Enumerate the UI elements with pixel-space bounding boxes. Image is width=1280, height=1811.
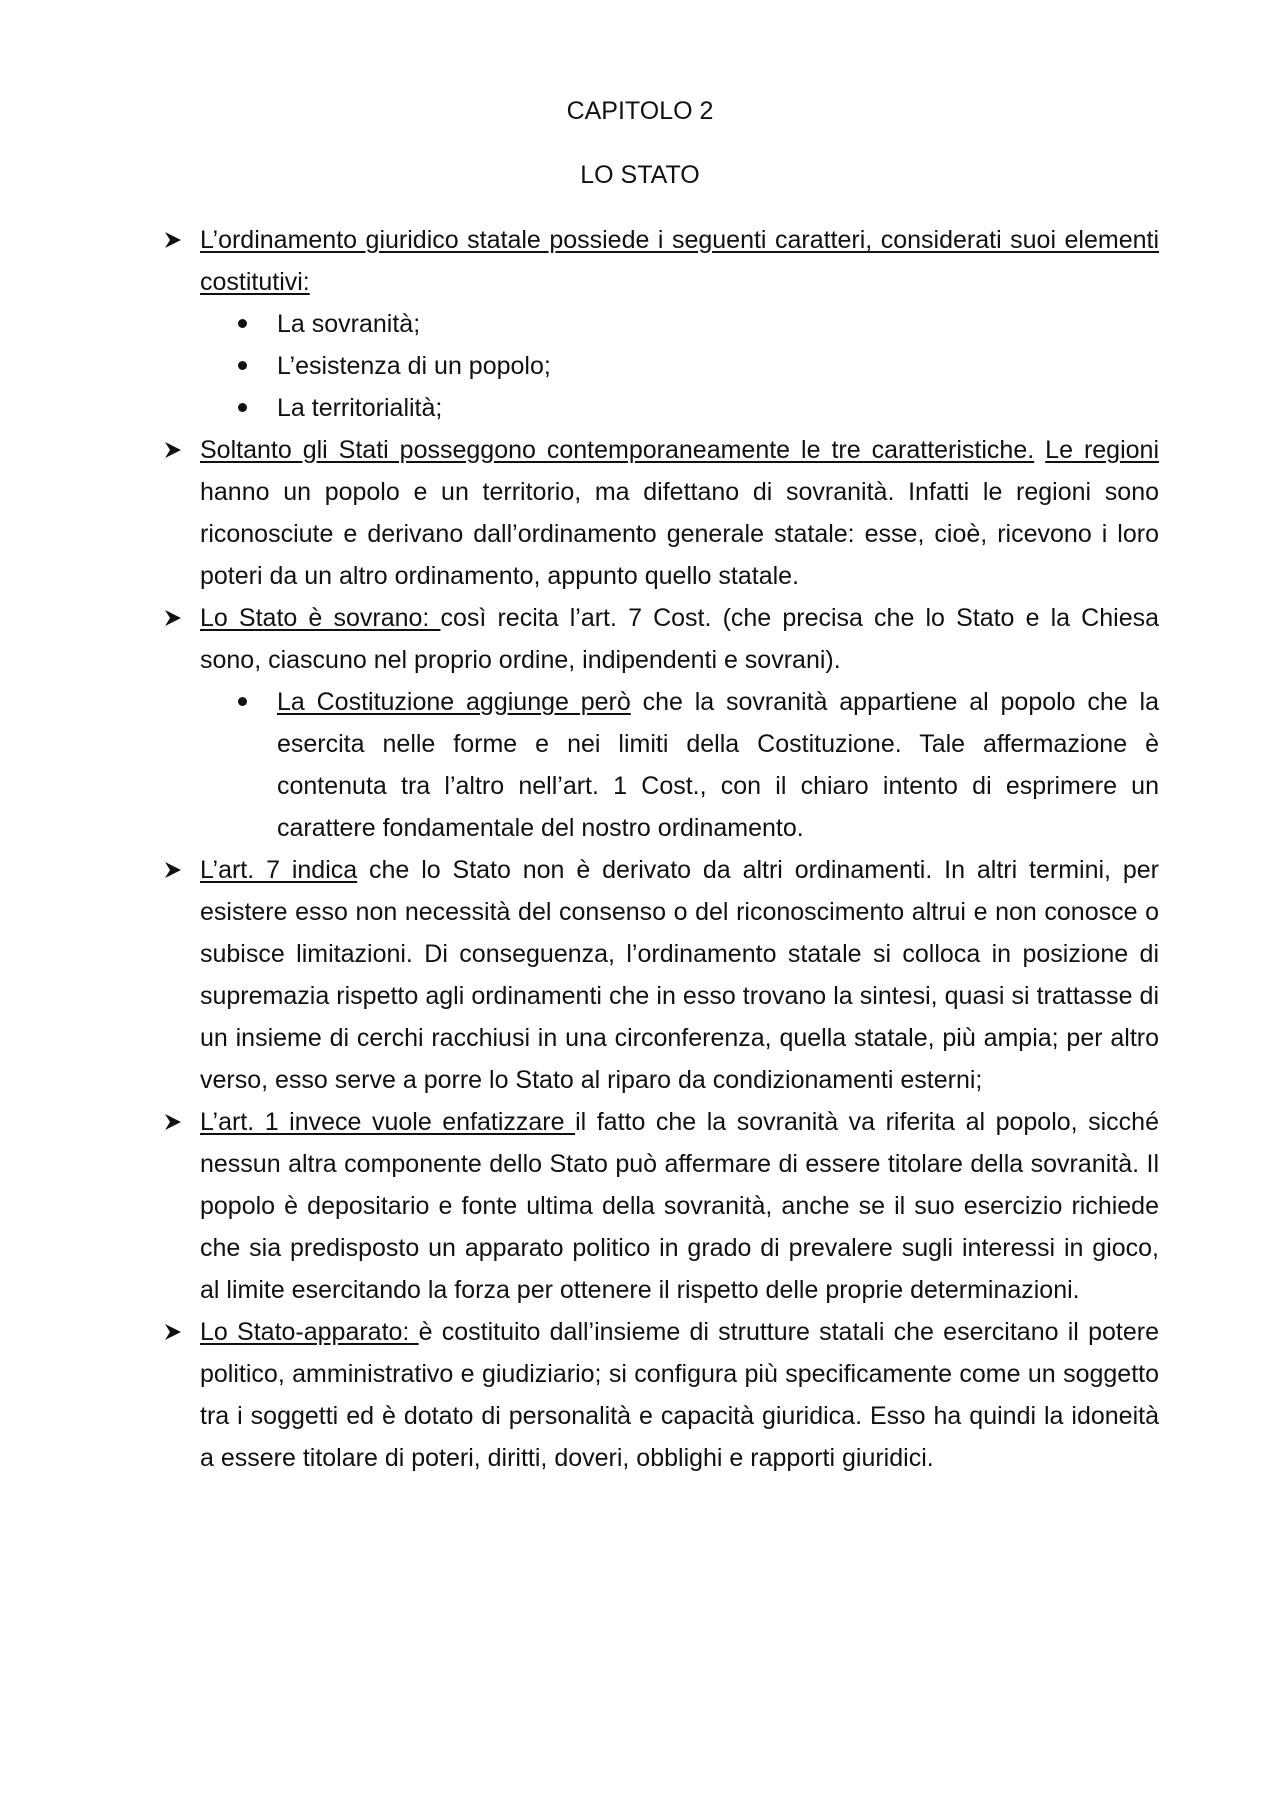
bullet-dot-icon xyxy=(238,319,247,328)
section-art7 xyxy=(200,849,1159,1101)
list-item xyxy=(277,681,1159,849)
section-elements xyxy=(200,219,1159,429)
section-text: così recita l’art. 7 Cost. (che precisa che lo Stato e la Chiesa sono, ciascuno nel proprio ordine, indipendenti e sovrani). xyxy=(200,604,1159,674)
chapter-heading: CAPITOLO 2 xyxy=(566,97,714,125)
list-item-text: che la sovranità appartiene al popolo che la esercita nelle forme e nei limiti della Costituzione. Tale affermazione è contenuta tra l’altro nell’art. 1 Cost., con il chiaro intento di esprimere un carattere fondamentale del nostro ordinamento. xyxy=(277,688,1159,842)
section-text: il fatto che la sovranità va riferita al popolo, sicché nessun altra componente dello Stato può affermare di essere titolare della sovranità. Il popolo è depositario e fonte ultima della sovranità, anche se il suo esercizio richiede che sia predisposto un apparato politico in grado di prevalere sugli interessi in gioco, al limite esercitando la forza per ottenere il rispetto delle proprie determinazioni. xyxy=(200,1108,1159,1304)
section-keyword: Le regioni xyxy=(1045,436,1159,464)
arrow-bullet-icon xyxy=(163,609,183,627)
section-heading: Lo Stato-apparato: xyxy=(200,1318,419,1346)
list-item-heading: La Costituzione aggiunge però xyxy=(277,688,631,716)
bullet-dot-icon xyxy=(238,403,247,412)
spacer-text xyxy=(1034,436,1045,464)
list-item-text: L’esistenza di un popolo; xyxy=(277,352,551,380)
list-item xyxy=(277,303,1159,345)
sovereignty-list xyxy=(200,681,1159,849)
bullet-dot-icon xyxy=(238,361,247,370)
arrow-bullet-icon xyxy=(163,861,183,879)
arrow-bullet-icon xyxy=(163,231,183,249)
section-text: hanno un popolo e un territorio, ma difettano di sovranità. Infatti le regioni sono riconosciute e derivano dall’ordinamento generale statale: esse, cioè, ricevono i loro poteri da un altro ordinamento, appunto quello statale. xyxy=(200,478,1159,590)
list-item-text: La territorialità; xyxy=(277,394,443,422)
section-text: è costituito dall’insieme di strutture statali che esercitano il potere politico, amministrativo e giudiziario; si configura più specificamente come un soggetto tra i soggetti ed è dotato di personalità e capacità giuridica. Esso ha quindi la idoneità a essere titolare di poteri, diritti, doveri, obblighi e rapporti giuridici. xyxy=(200,1318,1159,1472)
section-heading: Soltanto gli Stati posseggono contemporaneamente le tre caratteristiche. xyxy=(200,436,1035,464)
section-sovereignty xyxy=(200,597,1159,849)
section-state-apparatus xyxy=(200,1311,1159,1479)
section-art1 xyxy=(200,1101,1159,1311)
section-regions xyxy=(200,429,1159,597)
document-body xyxy=(200,219,1159,1479)
list-item xyxy=(277,387,1159,429)
document-title: LO STATO xyxy=(580,161,700,189)
section-text: che lo Stato non è derivato da altri ordinamenti. In altri termini, per esistere esso non necessità del consenso o del riconoscimento altrui e non conosce o subisce limitazioni. Di conseguenza, l’ordinamento statale si colloca in posizione di supremazia rispetto agli ordinamenti che in esso trovano la sintesi, quasi si trattasse di un insieme di cerchi racchiusi in una circonferenza, quella statale, più ampia; per altro verso, esso serve a porre lo Stato al riparo da condizionamenti esterni; xyxy=(200,856,1159,1094)
bullet-dot-icon xyxy=(238,697,247,706)
section-heading: L’art. 7 indica xyxy=(200,856,358,884)
arrow-bullet-icon xyxy=(163,441,183,459)
section-heading: Lo Stato è sovrano: xyxy=(200,604,441,632)
section-heading: L’ordinamento giuridico statale possiede i seguenti caratteri, considerati suoi elementi costitutivi: xyxy=(200,226,1159,296)
arrow-bullet-icon xyxy=(163,1113,183,1131)
section-heading: L’art. 1 invece vuole enfatizzare xyxy=(200,1108,576,1136)
list-item xyxy=(277,345,1159,387)
list-item-text: La sovranità; xyxy=(277,310,421,338)
elements-list xyxy=(200,303,1159,429)
arrow-bullet-icon xyxy=(163,1323,183,1341)
